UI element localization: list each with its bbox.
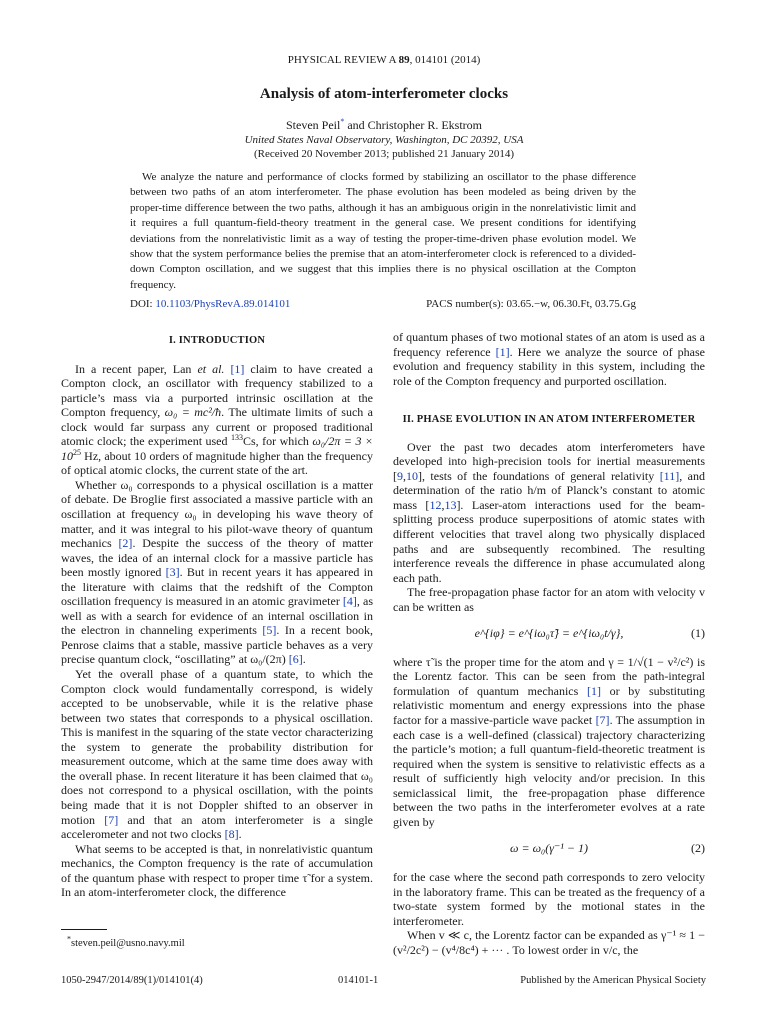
abstract: We analyze the nature and performance of clocks formed by stabilizing an oscillator to the phase difference between two paths of an atom interferometer. The phase evolution has been modeled as being driven by the proper-time difference between the two paths, although it has an ambiguous origin in the nonrelativistic limit and it requires a full quantum-field-theory treatment in the general case. We present conditions for identifying deviations from the nonrelativistic limit as a way of testing the proper-time-driven phase evolution model. We show that the system performance belies the premise that an atom-interferometer clock is referenced to a divided-down Compton oscillation, and we suggest that this implies there is no physical oscillation at the Compton frequency. <box>130 171 636 291</box>
author-footnote-link[interactable]: * <box>340 117 345 126</box>
equation-1: e^{iφ} = e^{iω₀τ̃} = e^{iω₀t/γ}, (1) <box>474 626 705 641</box>
paragraph: of quantum phases of two motional states of an atom is used as a frequency reference [1]. Here we analyze the source of phase evolution and frequency stability in this system, including the role of the Compton frequency and purported oscillation. <box>393 330 705 388</box>
author-name: and Christopher R. Ekstrom <box>344 118 482 132</box>
footnote: *steven.peil@usno.navy.mil <box>67 934 185 949</box>
right-column <box>393 330 705 957</box>
citation-link[interactable]: [8] <box>224 827 239 842</box>
citation-link[interactable]: 12 <box>429 497 442 512</box>
paragraph: Yet the overall phase of a quantum state, to which the Compton clock would fundamentally correspond, is widely accepted to be unobservable, while it is the relative phase between two states that corresponds to a physical oscillation. This is manifest in the squaring of the state vector characterizing the system to generate the probability distribution for measurement outcome, which at the same time does away with the overall phase. In recent literature it has been claimed that ω₀ does not correspond to a physical oscillation, with the points being made that it is not Doppler shifted to an observer in motion [7] and that an atom interferometer is a single accelerometer and not two clocks [8]. <box>61 667 373 842</box>
citation-link[interactable]: 10 <box>406 468 418 483</box>
left-column <box>61 330 373 900</box>
page-footer <box>61 975 706 986</box>
footnote-rule <box>61 929 107 930</box>
received-date: (Received 20 November 2013; published 21 January 2014) <box>254 148 514 160</box>
citation-link[interactable]: [3] <box>165 565 180 580</box>
paragraph: The free-propagation phase factor for an atom with velocity v can be written as <box>393 585 705 614</box>
citation-link[interactable]: [5] <box>262 623 277 638</box>
paragraph: Over the past two decades atom interferometers have developed into high-precision tools for inertial measurements [9,10], tests of the foundations of general relativity [11], and determination of the ratio h/m of Planck’s constant to atomic mass [12,13]. Laser-atom interactions used for the beam-splitting process produce superpositions of atomic states with different velocities that travel along two physically displaced paths and are subsequently recombined. The resulting interference reveals the difference in phase accumulated along each path. <box>393 439 706 585</box>
paragraph: where τ̃ is the proper time for the atom and γ = 1/√(1 − v²/c²) is the Lorentz factor. This can be seen from the path-integral formulation of quantum mechanics [1] or by substituting relativistic momentum and energy expressions into the phase factor for a massive-particle wave packet [7]. The assumption in each case is a well-defined (classical) trajectory characterizing the particle’s motion; a full quantum-field-theoretic treatment is required when the system is sensitive to relativistic effects as a result of sufficiently high velocity and/or precision. In this semiclassical limit, the free-propagation phase difference between the two paths in the interferometer evolves at a rate given by <box>393 654 705 829</box>
doi-link[interactable]: 10.1103/PhysRevA.89.014101 <box>155 298 291 310</box>
citation-link[interactable]: 13 <box>444 497 457 512</box>
paragraph: Whether ω₀ corresponds to a physical oscillation is a matter of debate. De Broglie first associated a massive particle with an oscillation at frequency ω₀ in developing his wave theory of matter, and it was integral to his pilot-wave theory of quantum mechanics [2]. Despite the success of the theory of matter waves, the idea of an internal clock for a massive particle has been mostly ignored [3]. But in recent years it has appeared in the literature with claims that the redshift of the Compton oscillation frequency is measured in an atomic gravimeter [4], as well as with a search for evidence of an internal oscillation in the electron in channeling experiments [5]. In a recent book, Penrose claims that a stable, massive particle behaves as a very precise quantum clock, “oscillating” at ω₀/(2π) [6]. <box>61 477 374 667</box>
journal-header: PHYSICAL REVIEW A 89, 014101 (2014) <box>287 54 481 66</box>
doi-line: DOI: 10.1103/PhysRevA.89.014101 PACS number(s): 03.65.−w, 06.30.Ft, 03.75.Gg <box>130 298 636 310</box>
citation-link[interactable]: [1] <box>586 683 601 698</box>
footer-issn: 1050-2947/2014/89(1)/014101(4) <box>61 975 203 986</box>
page-number: 014101-1 <box>338 975 379 986</box>
equation-2: ω = ω₀(γ⁻¹ − 1) (2) <box>510 841 705 856</box>
citation-link[interactable]: 9 <box>397 468 403 483</box>
paragraph: When v ≪ c, the Lorentz factor can be expanded as γ⁻¹ ≈ 1 − (v²/2c²) − (v⁴/8c⁴) + ··· . To lowest order in v/c, the <box>393 928 705 957</box>
journal-volume: 89 <box>398 54 410 66</box>
paragraph: What seems to be accepted is that, in nonrelativistic quantum mechanics, the Compton frequency is the rate of accumulation of the quantum phase with respect to proper time τ̃ for a system. In an atom-interferometer clock, the difference <box>61 841 373 900</box>
citation-link[interactable]: [7] <box>104 812 119 827</box>
citation-link[interactable]: [1] <box>230 361 245 376</box>
paragraph: for the case where the second path corresponds to zero velocity in the laboratory frame. This can be treated as the frequency of a two-state system formed by the motional states in the interferometer. <box>393 869 705 928</box>
publisher-line: Published by the American Physical Society <box>520 975 706 986</box>
affiliation: United States Naval Observatory, Washington, DC 20392, USA <box>244 134 524 146</box>
equation-number: (1) <box>691 626 705 641</box>
equation-number: (2) <box>691 841 705 856</box>
section-heading: I. INTRODUCTION <box>168 335 266 346</box>
paper-title: Analysis of atom-interferometer clocks <box>259 86 509 102</box>
author-name: Steven Peil <box>286 118 341 132</box>
pacs-numbers: PACS number(s): 03.65.−w, 06.30.Ft, 03.75.Gg <box>426 298 636 310</box>
footnote-email: steven.peil@usno.navy.mil <box>71 938 185 949</box>
citation-link[interactable]: [7] <box>595 713 610 728</box>
citation-link[interactable]: [4] <box>342 594 357 609</box>
citation-link[interactable]: [2] <box>118 536 133 551</box>
citation-link[interactable]: [6] <box>288 652 303 667</box>
author-list <box>0 118 768 133</box>
section-heading: II. PHASE EVOLUTION IN AN ATOM INTERFEROMETER <box>402 414 696 426</box>
citation-link[interactable]: [11] <box>659 468 680 483</box>
citation-link[interactable]: [1] <box>495 344 510 359</box>
paragraph: In a recent paper, Lan et al. [1] claim to have created a Compton clock, an oscillator with frequency stabilized to a particle’s mass via a purported intrinsic oscillation at the Compton frequency, ω₀ = mc²/ħ. The ultimate limits of such a clock would far surpass any current or proposed traditional atomic clock; the experiment used $^{133}$Cs, for which $\omega_0/2\pi = 3 \times 10^{25}$ Hz, about 10 orders of magnitude higher than the frequency of optical atomic clocks, the current state of the art. <box>61 361 374 478</box>
equation-inline: ω₀ = mc²/ħ <box>164 405 222 420</box>
